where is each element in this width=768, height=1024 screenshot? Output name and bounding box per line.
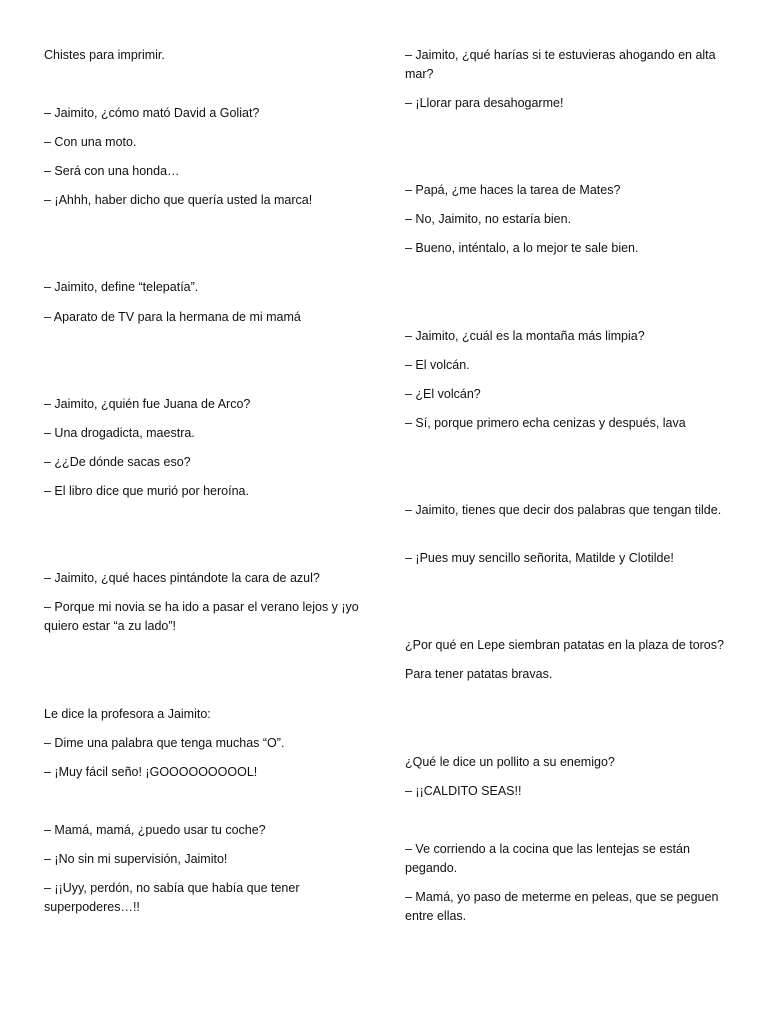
joke-line: – Jaimito, ¿quién fue Juana de Arco? <box>44 397 251 411</box>
joke-line: – Mamá, mamá, ¿puedo usar tu coche? <box>44 823 266 837</box>
joke-line: Le dice la profesora a Jaimito: <box>44 707 211 721</box>
joke-line: – No, Jaimito, no estaría bien. <box>405 212 572 226</box>
joke-line: – Aparato de TV para la hermana de mi mamá <box>44 310 301 324</box>
joke-line: Para tener patatas bravas. <box>405 667 553 681</box>
joke-line: – ¡¡Uyy, perdón, no sabía que había que tener superpoderes…!! <box>44 881 300 914</box>
joke-line: – Será con una honda… <box>44 164 180 178</box>
joke-line: – Jaimito, define “telepatía”. <box>44 280 199 294</box>
joke-line: – ¡Ahhh, haber dicho que quería usted la marca! <box>44 193 313 207</box>
joke-line: – Porque mi novia se ha ido a pasar el verano lejos y ¡yo quiero estar “a zu lado”! <box>44 600 359 633</box>
joke-line: – ¡¡CALDITO SEAS!! <box>405 784 522 798</box>
joke-line: – Bueno, inténtalo, a lo mejor te sale bien. <box>405 241 639 255</box>
joke-line: – Ve corriendo a la cocina que las lentejas se están pegando. <box>405 842 690 875</box>
joke-line: – ¡Llorar para desahogarme! <box>405 96 564 110</box>
joke-line: – ¡Muy fácil seño! ¡GOOOOOOOOOL! <box>44 765 258 779</box>
joke-line: – ¡No sin mi supervisión, Jaimito! <box>44 852 228 866</box>
joke-line: – Jaimito, ¿cuál es la montaña más limpia? <box>405 329 645 343</box>
document-title: Chistes para imprimir. <box>44 48 165 62</box>
joke-line: – ¡Pues muy sencillo señorita, Matilde y Clotilde! <box>405 551 674 565</box>
joke-line: ¿Por qué en Lepe siembran patatas en la plaza de toros? <box>405 638 724 652</box>
joke-line: – Mamá, yo paso de meterme en peleas, que se peguen entre ellas. <box>405 890 719 923</box>
joke-line: – Jaimito, ¿cómo mató David a Goliat? <box>44 106 260 120</box>
joke-line: – ¿¿De dónde sacas eso? <box>44 455 191 469</box>
joke-line: – El volcán. <box>405 358 470 372</box>
joke-line: – Jaimito, ¿qué harías si te estuvieras ahogando en alta mar? <box>405 48 716 81</box>
joke-line: – Una drogadicta, maestra. <box>44 426 195 440</box>
joke-line: – El libro dice que murió por heroína. <box>44 484 249 498</box>
joke-line: ¿Qué le dice un pollito a su enemigo? <box>405 755 615 769</box>
joke-line: – Papá, ¿me haces la tarea de Mates? <box>405 183 621 197</box>
joke-line: – Jaimito, ¿qué haces pintándote la cara de azul? <box>44 571 320 585</box>
joke-line: – Dime una palabra que tenga muchas “O”. <box>44 736 285 750</box>
joke-line: – ¿El volcán? <box>405 387 481 401</box>
joke-line: – Sí, porque primero echa cenizas y después, lava <box>405 416 686 430</box>
joke-line: – Con una moto. <box>44 135 137 149</box>
joke-line: – Jaimito, tienes que decir dos palabras que tengan tilde. <box>405 503 722 517</box>
